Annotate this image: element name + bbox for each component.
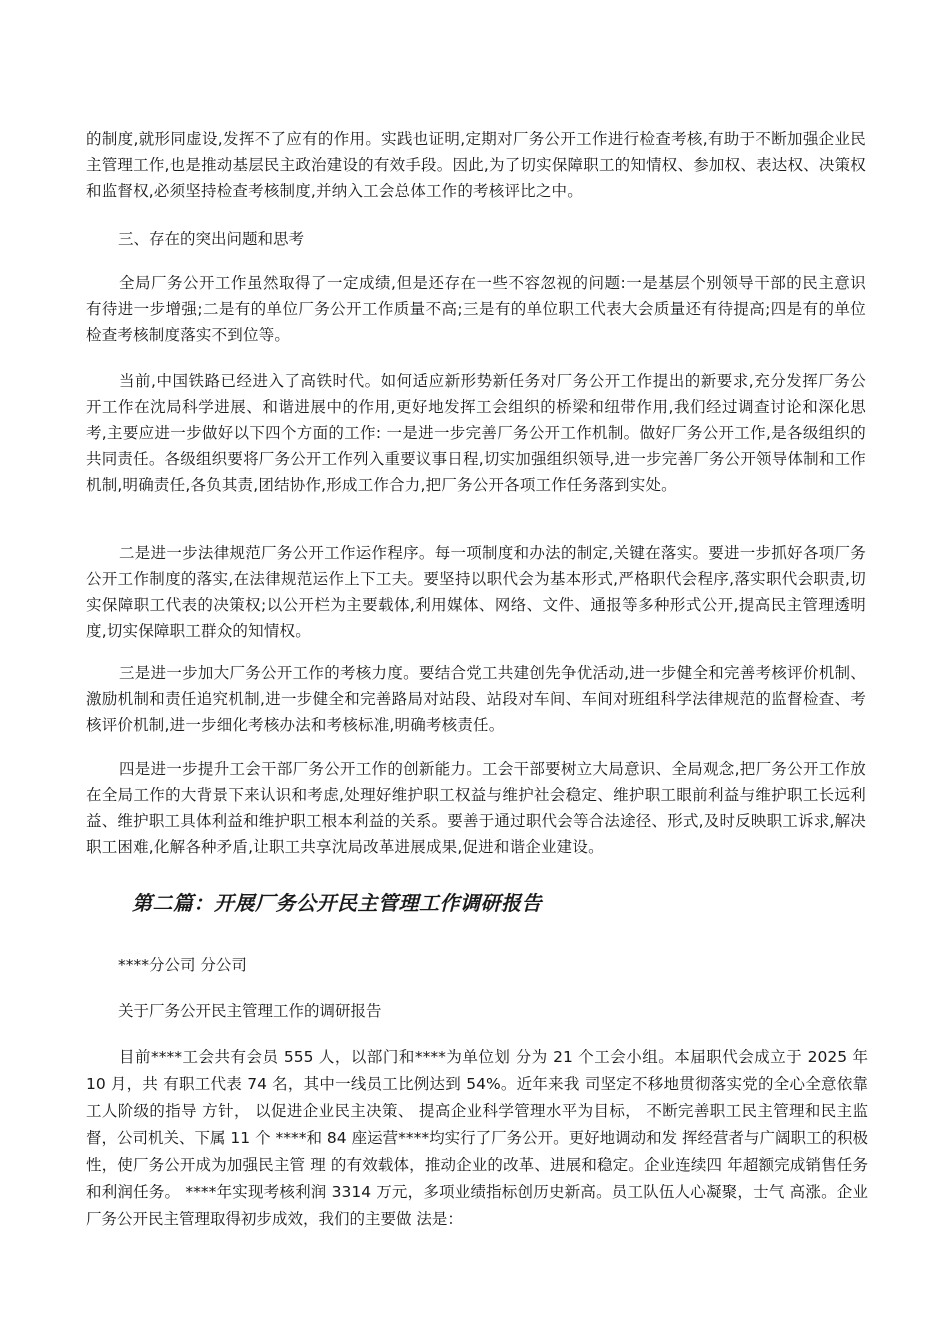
paragraph-problems: 全局厂务公开工作虽然取得了一定成绩,但是还存在一些不容忽视的问题:一是基层个别领导干部的民主意识有待进一步增强;二是有的单位厂务公开工作质量不高;三是有的单位职工代表大会质量还有待提高;四是有的单位检查考核制度落实不到位等。 [86, 274, 866, 344]
report-title: 关于厂务公开民主管理工作的调研报告 [118, 1002, 382, 1020]
paragraph-second-point: 二是进一步法律规范厂务公开工作运作程序。每一项制度和办法的制定,关键在落实。要进一步抓好各项厂务公开工作制度的落实,在法律规范运作上下工夫。要坚持以职代会为基本形式,严格职代会程序,落实职代会职责,切实保障职工代表的决策权;以公开栏为主要载体,利用媒体、网络、文件、通报等多种形式公开,提高民主管理透明度,切实保障职工群众的知情权。 [86, 544, 866, 640]
paragraph-third-point: 三是进一步加大厂务公开工作的考核力度。要结合党工共建创先争优活动,进一步健全和完善考核评价机制、激励机制和责任追究机制,进一步健全和完善路局对站段、站段对车间、车间对班组科学法律规范的监督检查、考核评价机制,进一步细化考核办法和考核标准,明确考核责任。 [86, 664, 866, 734]
section-heading-problems: 三、存在的突出问题和思考 [118, 230, 305, 248]
paragraph-fourth-point: 四是进一步提升工会干部厂务公开工作的创新能力。工会干部要树立大局意识、全局观念,把厂务公开工作放在全局工作的大背景下来认识和考虑,处理好维护职工权益与维护社会稳定、维护职工眼前利益与维护职工长远利益、维护职工具体利益和维护职工根本利益的关系。要善于通过职代会等合法途径、形式,及时反映职工诉求,解决职工困难,化解各种矛盾,让职工共享沈局改革进展成果,促进和谐企业建设。 [86, 760, 866, 856]
paragraph-inspection-system: 的制度,就形同虚设,发挥不了应有的作用。实践也证明,定期对厂务公开工作进行检查考核,有助于不断加强企业民主管理工作,也是推动基层民主政治建设的有效手段。因此,为了切实保障职工的知情权、参加权、表达权、决策权和监督权,必须坚持检查考核制度,并纳入工会总体工作的考核评比之中。 [86, 130, 866, 200]
paragraph-union-overview: 目前****工会共有会员 555 人，以部门和****为单位划 分为 21 个工会小组。本届职代会成立于 2025 年 10 月，共 有职工代表 74 名，其中一线员工比例达到 54%。近年来我 司坚定不移地贯彻落实党的全心全意依靠工人阶级的指导 方针， 以促进企业民主决策、 提高企业科学管理水平为目标， 不断完善职工民主管理和民主监督，公司机关、下属 11 个 ****和 84 座运营****均实行了厂务公开。更好地调动和发 挥经营者与广阔职工的积极性，使厂务公开成为加强民主管 理 的有效载体，推动企业的改革、进展和稳定。企业连续四 年超额完成销售任务和利润任务。 ****年实现考核利润 3314 万元，多项业绩指标创历史新高。员工队伍人心凝聚，士气 高涨。企业厂务公开民主管理取得初步成效，我们的主要做 法是： [86, 1048, 869, 1228]
company-name: ****分公司 分公司 [118, 956, 247, 974]
chapter-title: 第二篇：开展厂务公开民主管理工作调研报告 [132, 891, 542, 915]
paragraph-high-speed-era: 当前,中国铁路已经进入了高铁时代。如何适应新形势新任务对厂务公开工作提出的新要求,充分发挥厂务公开工作在沈局科学进展、和谐进展中的作用,更好地发挥工会组织的桥梁和纽带作用,我们经过调查讨论和深化思考,主要应进一步做好以下四个方面的工作: 一是进一步完善厂务公开工作机制。做好厂务公开工作,是各级组织的共同责任。各级组织要将厂务公开工作列入重要议事日程,切实加强组织领导,进一步完善厂务公开领导体制和工作机制,明确责任,各负其责,团结协作,形成工作合力,把厂务公开各项工作任务落到实处。 [86, 372, 866, 494]
